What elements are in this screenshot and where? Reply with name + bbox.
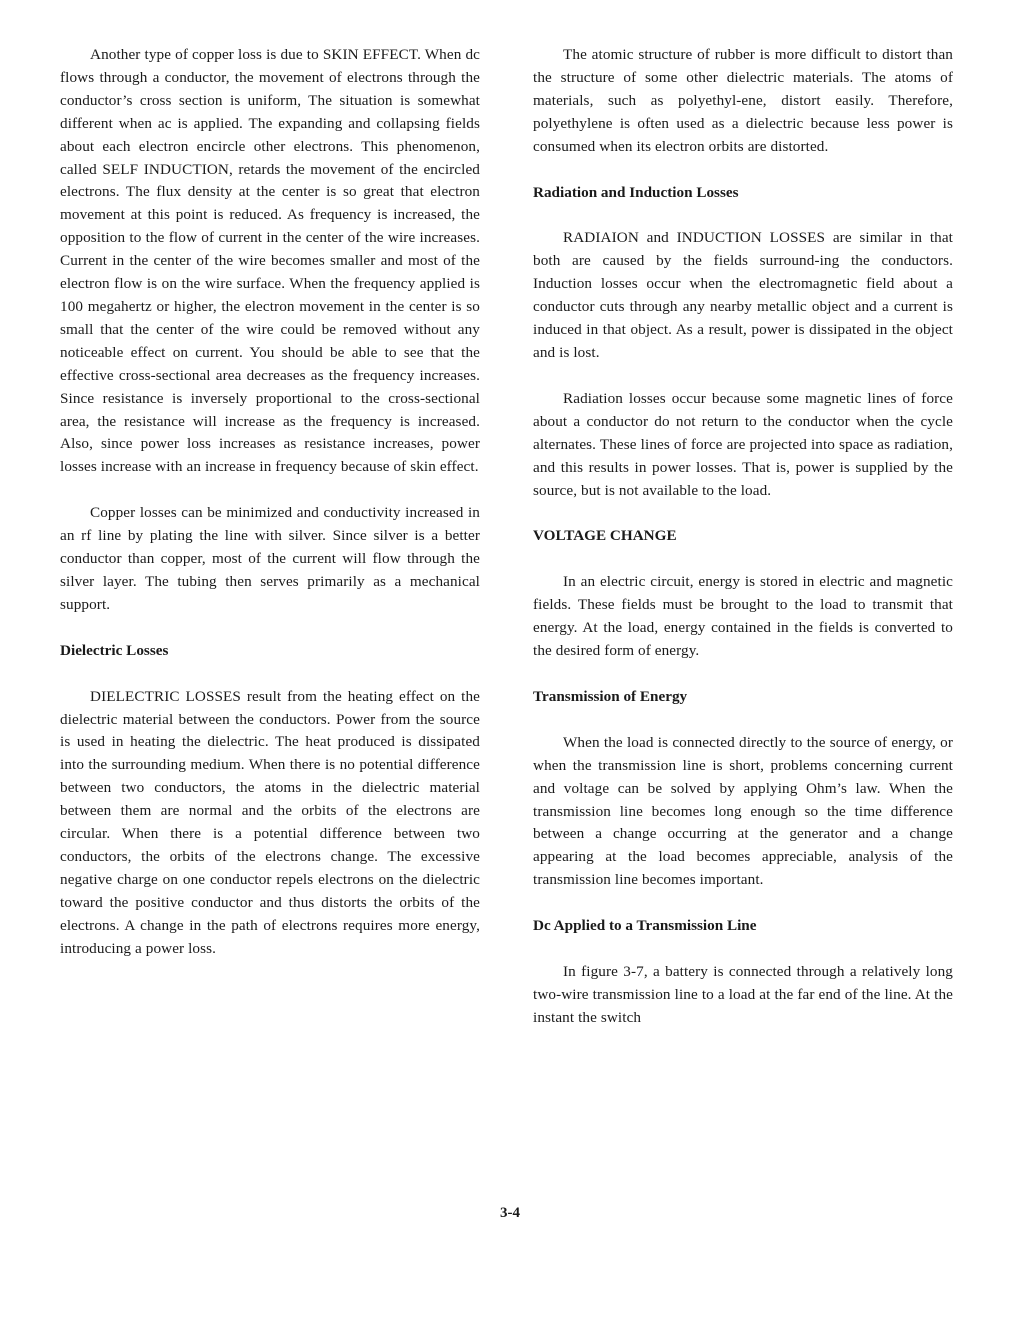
right-column [533, 44, 953, 1030]
dielectric-losses-heading: Dielectric Losses [60, 641, 169, 659]
paragraph-gap [533, 709, 953, 732]
voltage-change-heading: VOLTAGE CHANGE [533, 527, 677, 545]
paragraph-gap [60, 663, 480, 686]
skin-effect-paragraph: Another type of copper loss is due to SKIN EFFECT. When dc flows through a conductor, the movement of electrons through the conductor’s cross section is uniform, The situation is somewhat different when ac is applied. The expanding and collapsing fields about each electron encircle other electrons. This phenomenon, called SELF INDUCTION, retards the movement of the encircled electrons. The flux density at the center is so great that electron movement at this point is reduced. As frequency is increased, the opposition to the flow of current in the center of the wire increases. Current in the center of the wire becomes smaller and most of the electron flow is on the wire surface. When the frequency applied is 100 megahertz or higher, the electron movement in the center is so small that the center of the wire could be removed without any noticeable effect on current. You should be able to see that the effective cross-sectional area decreases as the frequency increases. Since resistance is inversely proportional to the cross-sectional area, the resistance will increase as the frequency is increased. Also, since power loss increases as resistance increases, power losses increase with an increase in frequency because of skin effect. [60, 46, 480, 476]
page-number: 3-4 [500, 1205, 520, 1221]
rubber-dielectric-paragraph: The atomic structure of rubber is more difficult to distort than the structure of some other dielectric materials. The atoms of materials, such as polyethyl-ene, distort easily. Therefore, polyethylene is often used as a dielectric because less power is consumed when its electron orbits are distorted. [533, 46, 953, 155]
dc-transmission-line-heading: Dc Applied to a Transmission Line [533, 917, 757, 935]
paragraph-gap [533, 892, 953, 915]
dielectric-losses-paragraph: DIELECTRIC LOSSES result from the heating effect on the dielectric material between the conductors. Power from the source is used in heating the dielectric. The heat produced is dissipated into the surrounding medium. When there is no potential difference between two conductors, the atoms in the dielectric material between them are normal and the orbits of the electrons are circular. When there is a potential difference between two conductors, the orbits of the electrons change. The excessive negative charge on one conductor repels electrons on the dielectric toward the positive conductor and thus distorts the orbits of the electrons. A change in the path of electrons requires more energy, introducing a power loss. [60, 687, 480, 957]
paragraph-gap [533, 938, 953, 961]
paragraph-gap [60, 617, 480, 640]
paragraph-gap [533, 204, 953, 227]
paragraph-gap [533, 502, 953, 525]
voltage-change-paragraph: In an electric circuit, energy is stored in electric and magnetic fields. These fields must be brought to the load to transmit that energy. At the load, energy contained in the fields is converted to the desired form of energy. [533, 573, 953, 660]
paragraph-gap [533, 548, 953, 571]
transmission-of-energy-heading: Transmission of Energy [533, 687, 688, 705]
dc-transmission-line-paragraph: In figure 3-7, a battery is connected through a relatively long two-wire transmission line to a load at the far end of the line. At the instant the switch [533, 963, 953, 1026]
radiation-induction-paragraph: RADIAION and INDUCTION LOSSES are similar in that both are caused by the fields surround-ing the conductors. Induction losses occur when the electromagnetic field about a conductor cuts through any nearby metallic object and a current is induced in that object. As a result, power is dissipated in the object and is lost. [533, 229, 953, 361]
left-column [60, 44, 480, 961]
paragraph-gap [533, 663, 953, 686]
radiation-losses-paragraph: Radiation losses occur because some magnetic lines of force about a conductor do not return to the conductor when the cycle alternates. These lines of force are projected into space as radiation, and this results in power losses. That is, power is supplied by the source, but is not available to the load. [533, 389, 953, 499]
paragraph-gap [533, 365, 953, 388]
radiation-induction-heading: Radiation and Induction Losses [533, 183, 739, 201]
transmission-of-energy-paragraph: When the load is connected directly to the source of energy, or when the transmission line is short, problems concerning current and voltage can be solved by applying Ohm’s law. When the transmission line becomes long enough so the time difference between a change occurring at the generator and a change appearing at the load becomes appreciable, analysis of the transmission line becomes important. [533, 733, 953, 889]
paragraph-gap [533, 159, 953, 182]
paragraph-gap [60, 479, 480, 502]
silver-plating-paragraph: Copper losses can be minimized and conductivity increased in an rf line by plating the line with silver. Since silver is a better conductor than copper, most of the current will flow through the silver layer. The tubing then serves primarily as a mechanical support. [60, 504, 480, 613]
